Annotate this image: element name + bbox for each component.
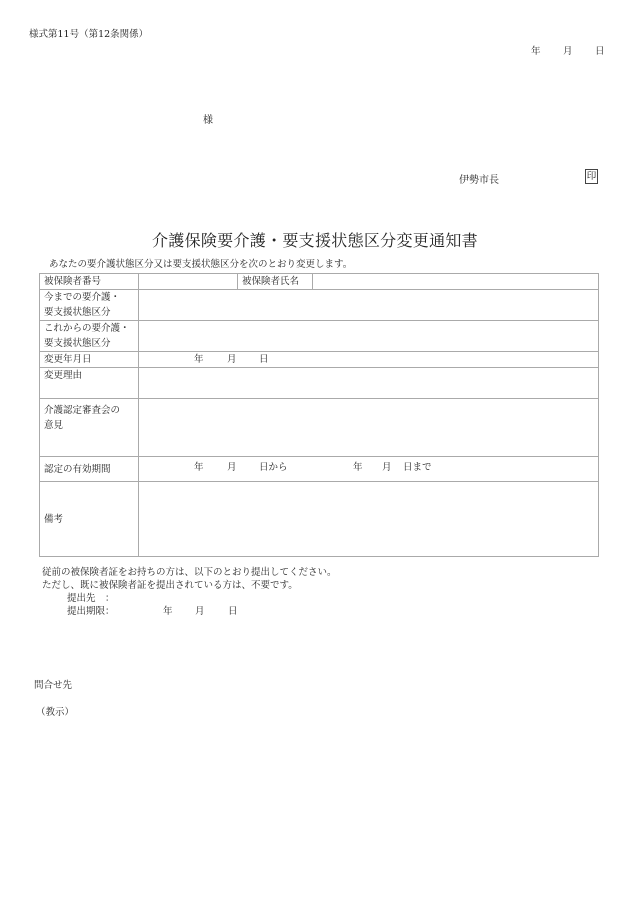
table-row-change-reason [40, 368, 599, 399]
remarks-value[interactable] [139, 482, 599, 557]
committee-opinion-value[interactable] [139, 399, 599, 457]
submission-note-2: ただし、既に被保険者証を提出されている方は、不要です。 [42, 580, 298, 591]
change-reason-value[interactable] [139, 368, 599, 399]
seal-mark: 印 [586, 171, 597, 182]
remarks-label: 備考 [40, 482, 139, 557]
table-row-insured [40, 274, 599, 290]
contact-label: 問合せ先 [34, 680, 73, 691]
previous-status-label: 今までの要介護・ 要支援状態区分 [40, 290, 139, 321]
validity-label: 認定の有効期間 [40, 457, 139, 482]
deadline-year: 年 [163, 606, 173, 617]
appeal-notice: （教示） [36, 707, 75, 718]
previous-status-value[interactable] [139, 290, 599, 321]
intro-text: あなたの要介護状態区分又は要支援状態区分を次のとおり変更します。 [49, 259, 353, 270]
insured-number-value[interactable] [139, 274, 238, 290]
deadline-label: 提出期限： [67, 606, 115, 617]
new-status-label: これからの要介護・ 要支援状態区分 [40, 321, 139, 352]
notification-table [39, 273, 599, 557]
form-number: 様式第11号（第12条関係） [29, 29, 149, 40]
validity-value[interactable]: 年 月 日から 年 月 日まで [139, 457, 599, 482]
deadline-day: 日 [228, 606, 238, 617]
insured-name-label: 被保険者氏名 [238, 274, 313, 290]
recipient-suffix: 様 [203, 115, 213, 126]
insured-number-label: 被保険者番号 [40, 274, 139, 290]
table-row-validity [40, 457, 599, 482]
issue-date-year: 年 [531, 46, 541, 57]
table-row-previous-status [40, 290, 599, 321]
issuer-name: 伊勢市長 [459, 175, 499, 186]
table-row-change-date [40, 352, 599, 368]
committee-opinion-label: 介護認定審査会の 意見 [40, 399, 139, 457]
issue-date-month: 月 [563, 46, 573, 57]
document-title: 介護保険要介護・要支援状態区分変更通知書 [151, 231, 478, 250]
submit-to-label: 提出先 ： [67, 593, 115, 604]
issue-date-day: 日 [595, 46, 605, 57]
submission-note-1: 従前の被保険者証をお持ちの方は、以下のとおり提出してください。 [42, 567, 337, 578]
change-date-value[interactable]: 年 月 日 [139, 352, 599, 368]
change-date-label: 変更年月日 [40, 352, 139, 368]
table-row-committee-opinion [40, 399, 599, 457]
table-row-remarks [40, 482, 599, 557]
change-reason-label: 変更理由 [40, 368, 139, 399]
insured-name-value[interactable] [313, 274, 599, 290]
table-row-new-status [40, 321, 599, 352]
new-status-value[interactable] [139, 321, 599, 352]
deadline-month: 月 [195, 606, 205, 617]
